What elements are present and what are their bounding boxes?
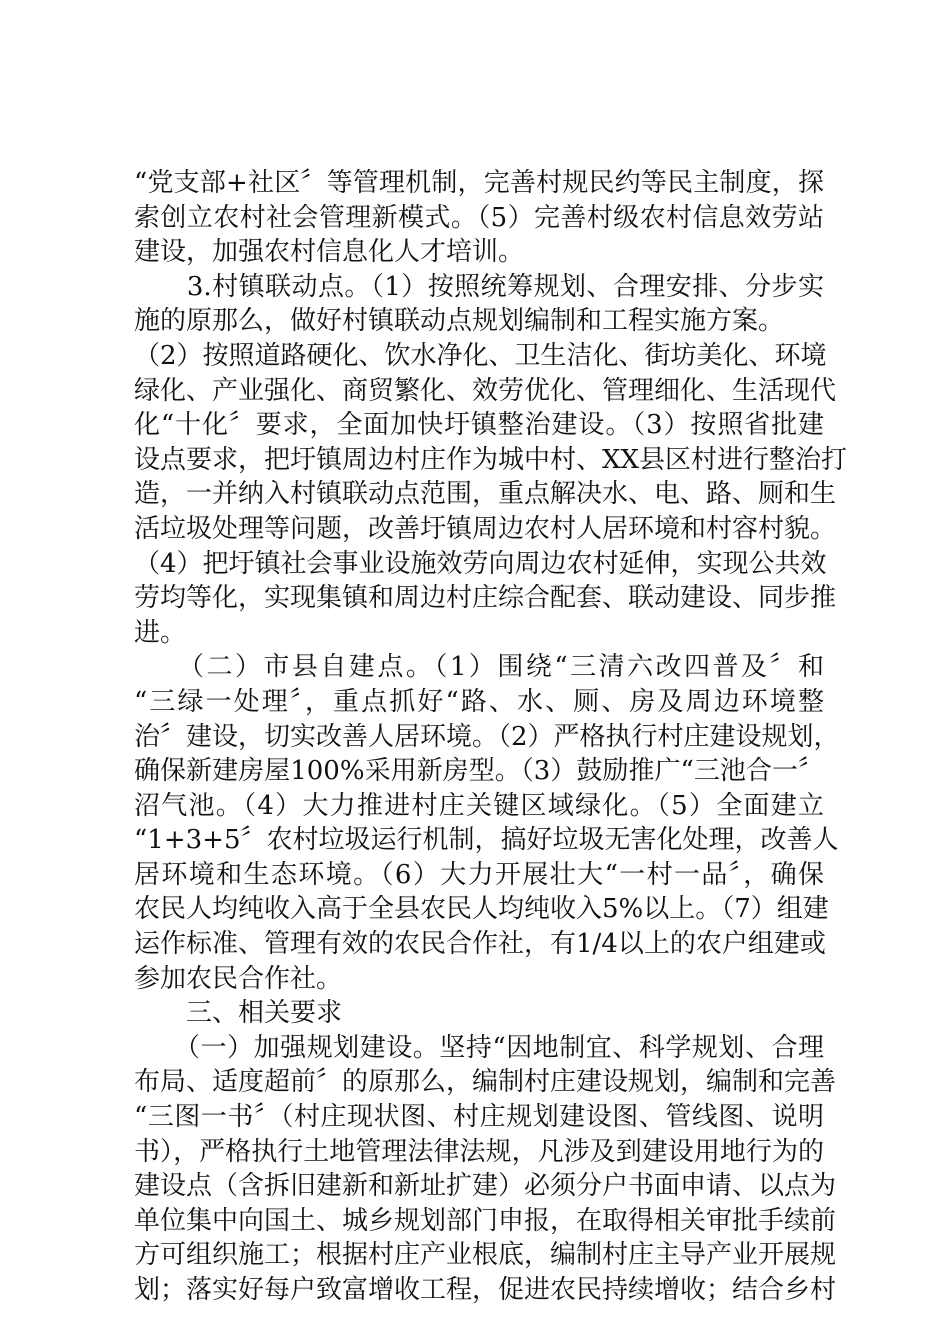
text-line: 造，一并纳入村镇联动点范围，重点解决水、电、路、厕和生	[134, 479, 837, 510]
text-line: 建设，加强农村信息化人才培训。	[134, 237, 525, 268]
text-line: 绿化、产业强化、商贸繁化、效劳优化、管理细化、生活现代	[134, 375, 837, 406]
text-line: 设点要求，把圩镇周边村庄作为城中村、XX县区村进行整治打	[134, 444, 848, 475]
text-line: 治〞建设，切实改善人居环境。（2）严格执行村庄建设规划，	[134, 721, 840, 752]
text-line: 方可组织施工；根据村庄产业根底，编制村庄主导产业开展规	[134, 1240, 837, 1271]
text-line: 建设点（含拆旧建新和新址扩建）必须分户书面申请、以点为	[134, 1171, 837, 1202]
text-line: 单位集中向国土、城乡规划部门申报，在取得相关审批手续前	[134, 1205, 837, 1236]
text-line: “1+3+5〞农村垃圾运行机制，搞好垃圾无害化处理，改善人	[134, 825, 839, 856]
text-line: （4）把圩镇社会事业设施效劳向周边农村延伸，实现公共效	[134, 548, 827, 579]
text-line: 索创立农村社会管理新模式。（5）完善村级农村信息效劳站	[134, 202, 824, 233]
body-text	[134, 166, 848, 1308]
text-line: “三绿一处理〞，重点抓好“路、水、厕、房及周边环境整	[134, 686, 824, 717]
text-line: 参加农民合作社。	[134, 963, 343, 994]
text-line: 居环境和生态环境。（6）大力开展壮大“一村一品〞，确保	[134, 859, 824, 890]
text-line: 划；落实好每户致富增收工程，促进农民持续增收；结合乡村	[134, 1275, 837, 1305]
text-line: 确保新建房屋100%采用新房型。（3）鼓励推广“三池合一〞	[134, 756, 824, 787]
text-line: 布局、适度超前〞的原那么，编制村庄建设规划，编制和完善	[134, 1067, 837, 1098]
text-line: （二）市县自建点。（1）围绕“三清六改四普及〞和	[134, 652, 824, 683]
text-line: 三、相关要求	[134, 998, 343, 1029]
text-line: 活垃圾处理等问题，改善圩镇周边农村人居环境和村容村貌。	[134, 513, 837, 544]
text-line: 沼气池。（4）大力推进村庄关键区域绿化。（5）全面建立	[134, 790, 824, 821]
text-line: 施的原那么，做好村镇联动点规划编制和工程实施方案。	[134, 306, 785, 337]
text-line: （2）按照道路硬化、饮水净化、卫生洁化、街坊美化、环境	[134, 340, 827, 371]
text-line: 化“十化〞要求，全面加快圩镇整治建设。（3）按照省批建	[134, 410, 824, 441]
text-line: （一）加强规划建设。坚持“因地制宜、科学规划、合理	[134, 1032, 824, 1063]
text-line: 书），严格执行土地管理法律法规，凡涉及到建设用地行为的	[134, 1136, 824, 1167]
text-line: 农民人均纯收入高于全县农民人均纯收入5%以上。（7）组建	[134, 894, 829, 925]
text-line: “党支部+社区〞等管理机制，完善村规民约等民主制度，探	[134, 168, 824, 198]
text-line: 劳均等化，实现集镇和周边村庄综合配套、联动建设、同步推	[134, 583, 837, 614]
text-line: 3.村镇联动点。（1）按照统筹规划、合理安排、分步实	[134, 271, 824, 302]
text-line: 进。	[134, 617, 187, 648]
text-line: 运作标准、管理有效的农民合作社，有1/4以上的农户组建或	[134, 929, 826, 960]
text-line: “三图一书〞（村庄现状图、村庄规划建设图、管线图、说明	[134, 1102, 824, 1133]
